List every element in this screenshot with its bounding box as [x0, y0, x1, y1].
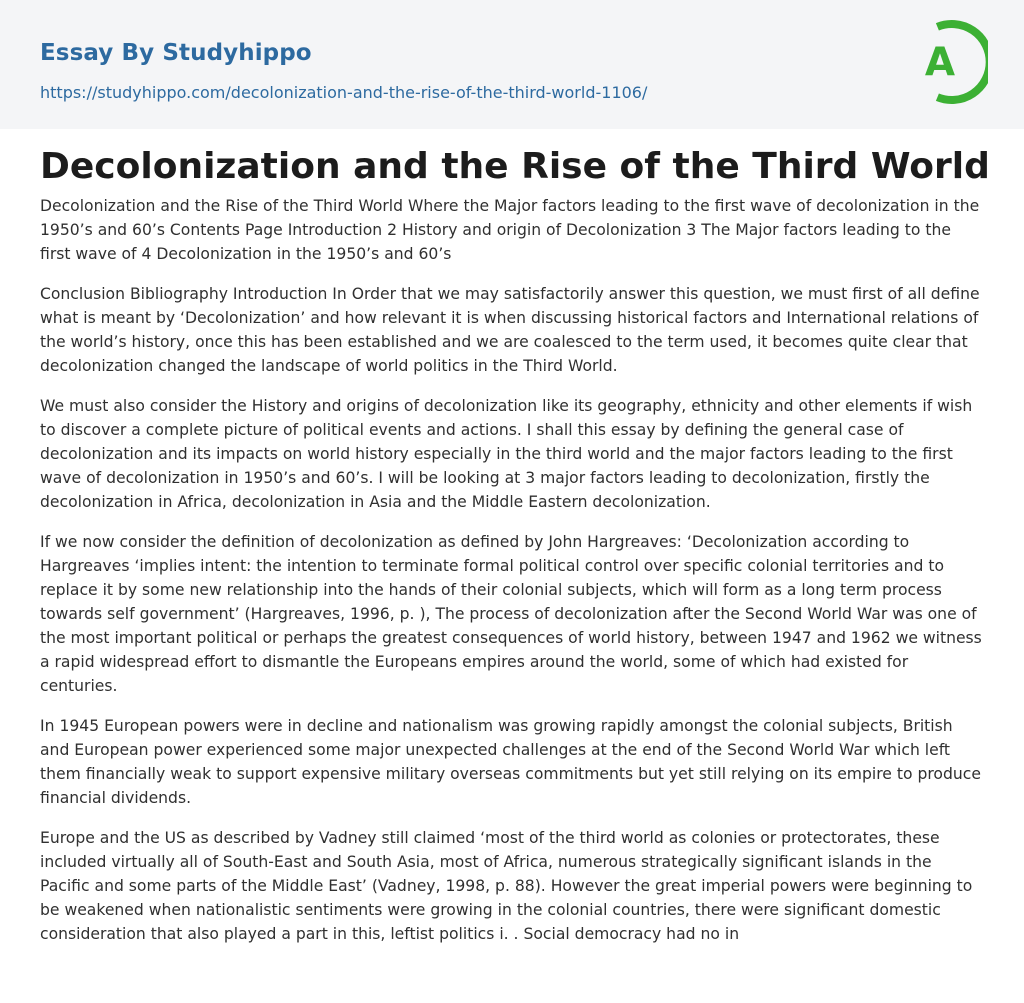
paragraph: If we now consider the definition of decolonization as defined by John Hargreaves: ‘Decolonization according to Hargreaves ‘implies intent: the intention to terminate formal political control over specific colonial territories and to replace it by some new relationship into the hands of their colonial subjects, which will form as a long term process towards self government’ (Hargreaves, 1996, p. ), The process of decolonization after the Second World War was one of the most important political or perhaps the greatest consequences of world history, between 1947 and 1962 we witness a rapid widespread effort to dismantle the Europeans empires around the world, some of which had existed for centuries.	[40, 533, 982, 695]
site-header	[0, 0, 1024, 129]
logo-letter: A	[924, 40, 956, 85]
article-body	[40, 194, 986, 962]
paragraph: Decolonization and the Rise of the Third World Where the Major factors leading to the first wave of decolonization in the 1950’s and 60’s Contents Page Introduction 2 History and origin of Decolonization 3 The Major factors leading to the first wave of 4 Decolonization in the 1950’s and 60’s	[40, 197, 980, 263]
paragraph: Conclusion Bibliography Introduction In Order that we may satisfactorily answer this question, we must first of all define what is meant by ‘Decolonization’ and how relevant it is when discussing historical factors and International relations of the world’s history, once this has been established and we are coalesced to the term used, it becomes quite clear that decolonization changed the landscape of world politics in the Third World.	[40, 285, 980, 375]
site-title: Essay By Studyhippo	[40, 40, 312, 66]
paragraph: Europe and the US as described by Vadney still claimed ‘most of the third world as colonies or protectorates, these included virtually all of South-East and South Asia, most of Africa, numerous strategically significant islands in the Pacific and some parts of the Middle East’ (Vadney, 1998, p. 88). However the great imperial powers were beginning to be weakened when nationalistic sentiments were growing in the colonial countries, there were significant domestic consideration that also played a part in this, leftist politics i. . Social democracy had no in	[40, 829, 973, 943]
paragraph: We must also consider the History and origins of decolonization like its geography, ethnicity and other elements if wish to discover a complete picture of political events and actions. I shall this essay by defining the general case of decolonization and its impacts on world history especially in the third world and the major factors leading to the first wave of decolonization in 1950’s and 60’s. I will be looking at 3 major factors leading to decolonization, firstly the decolonization in Africa, decolonization in Asia and the Middle Eastern decolonization.	[40, 397, 973, 511]
paragraph: In 1945 European powers were in decline and nationalism was growing rapidly amongst the colonial subjects, British and European power experienced some major unexpected challenges at the end of the Second World War which left them financially weak to support expensive military overseas commitments but yet still relying on its empire to produce financial dividends.	[40, 717, 981, 807]
studyhippo-logo[interactable]	[912, 18, 988, 106]
page-title: Decolonization and the Rise of the Third World	[40, 146, 990, 187]
source-url-link[interactable]: https://studyhippo.com/decolonization-and-the-rise-of-the-third-world-1106/	[40, 83, 648, 102]
